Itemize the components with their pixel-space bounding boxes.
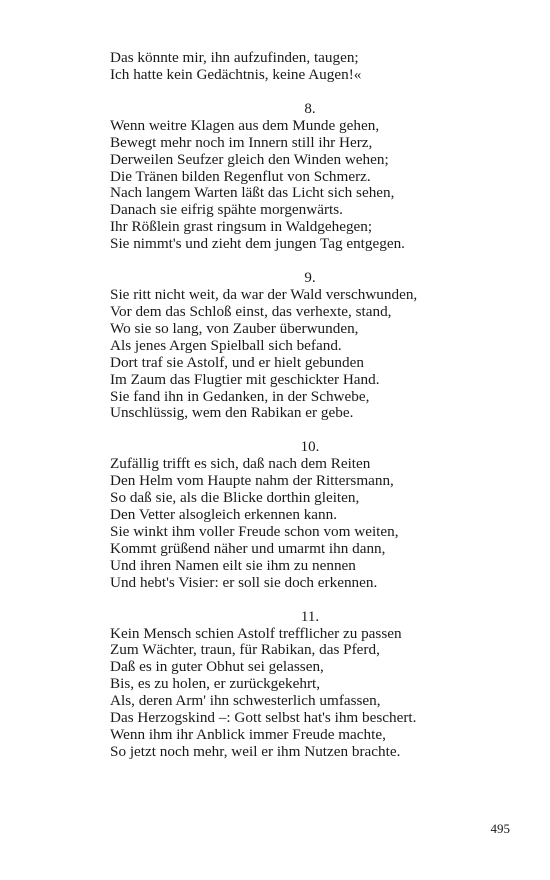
verse-line: Die Tränen bilden Regenflut von Schmerz. <box>110 167 371 185</box>
stanza-number: 10. <box>300 439 320 456</box>
verse-line: Kein Mensch schien Astolf trefflicher zu passen <box>110 624 402 642</box>
stanza-10 <box>110 439 510 591</box>
verse-line: Wo sie so lang, von Zauber überwunden, <box>110 319 359 337</box>
verse-line: Ihr Rößlein grast ringsum in Waldgehegen; <box>110 218 373 236</box>
verse-line: Das könnte mir, ihn aufzufinden, taugen; <box>110 49 359 66</box>
verse-line: Als jenes Argen Spielball sich befand. <box>110 336 342 354</box>
stanza-11 <box>110 609 510 761</box>
verse-line: Sie nimmt's und zieht dem jungen Tag entgegen. <box>110 235 405 253</box>
verse-line: Sie ritt nicht weit, da war der Wald verschwunden, <box>110 286 418 304</box>
verse-line: Derweilen Seufzer gleich den Winden wehen; <box>110 150 389 168</box>
verse-line: Daß es in guter Obhut sei gelassen, <box>110 658 324 676</box>
verse-line: Vor dem das Schloß einst, das verhexte, stand, <box>110 302 392 320</box>
verse-line: Dort traf sie Astolf, und er hielt gebunden <box>110 353 364 371</box>
stanza-number: 11. <box>300 608 320 625</box>
stanza-continuation <box>110 50 510 84</box>
verse-line: Zufällig trifft es sich, daß nach dem Reiten <box>110 455 371 473</box>
verse-line: Den Vetter alsogleich erkennen kann. <box>110 506 338 524</box>
verse-line: So daß sie, als die Blicke dorthin gleiten, <box>110 489 360 507</box>
verse-line: Bewegt mehr noch im Innern still ihr Herz, <box>110 133 373 151</box>
verse-line: Kommt grüßend näher und umarmt ihn dann, <box>110 539 386 557</box>
verse-line: Das Herzogskind –: Gott selbst hat's ihm beschert. <box>110 709 417 727</box>
stanza-8 <box>110 101 510 253</box>
verse-line: Nach langem Warten läßt das Licht sich sehen, <box>110 184 395 202</box>
verse-line: Unschlüssig, wem den Rabikan er gebe. <box>110 404 354 422</box>
poem-page <box>110 50 510 761</box>
stanza-number: 8. <box>304 100 316 117</box>
stanza-number: 9. <box>304 270 316 287</box>
verse-line: Bis, es zu holen, er zurückgekehrt, <box>110 675 321 693</box>
verse-line: Als, deren Arm' ihn schwesterlich umfassen, <box>110 692 381 710</box>
verse-line: Sie fand ihn in Gedanken, in der Schwebe, <box>110 387 370 405</box>
verse-line: Sie winkt ihm voller Freude schon vom weiten, <box>110 522 399 540</box>
page-number: 495 <box>490 821 510 836</box>
verse-line: Wenn weitre Klagen aus dem Munde gehen, <box>110 116 380 134</box>
verse-line: Und hebt's Visier: er soll sie doch erkennen. <box>110 573 378 591</box>
stanza-9 <box>110 270 510 422</box>
verse-line: Wenn ihm ihr Anblick immer Freude machte, <box>110 726 386 743</box>
verse-line: Ich hatte kein Gedächtnis, keine Augen!« <box>110 65 362 83</box>
verse-line: Zum Wächter, traun, für Rabikan, das Pferd, <box>110 641 380 659</box>
verse-line: Den Helm vom Haupte nahm der Rittersmann, <box>110 472 394 490</box>
verse-line: So jetzt noch mehr, weil er ihm Nutzen brachte. <box>110 742 401 760</box>
verse-line: Und ihren Namen eilt sie ihm zu nennen <box>110 556 356 574</box>
verse-line: Danach sie eifrig spähte morgenwärts. <box>110 201 343 219</box>
verse-line: Im Zaum das Flugtier mit geschickter Hand. <box>110 370 380 388</box>
